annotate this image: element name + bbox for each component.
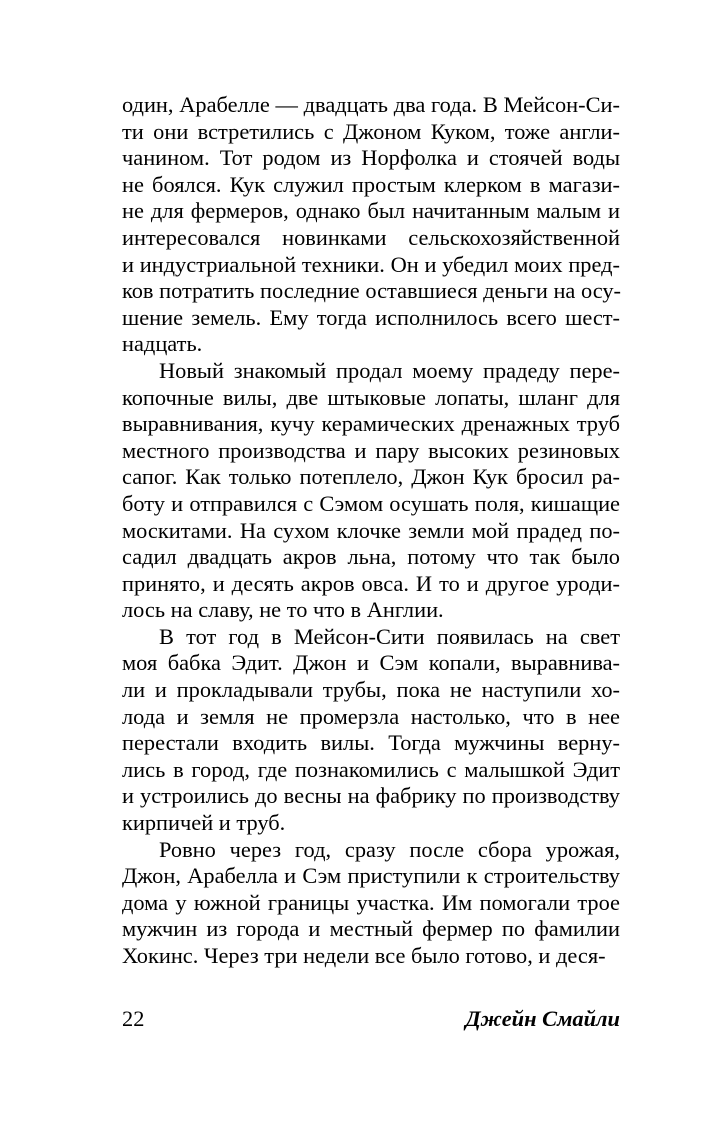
text-line: и устроились до весны на фабрику по производству xyxy=(122,783,620,809)
text-line: и индустриальной техники. Он и убедил моих пред- xyxy=(122,251,620,277)
text-line: моя бабка Эдит. Джон и Сэм копали, выравнива- xyxy=(122,650,620,676)
page-number: 22 xyxy=(122,1006,145,1031)
text-line: не боялся. Кук служил простым клерком в магази- xyxy=(122,171,620,197)
text-line: Хокинс. Через три недели все было готово, и деся- xyxy=(122,943,606,968)
text-line: садил двадцать акров льна, потому что так было xyxy=(122,544,620,570)
text-line: лись в город, где познакомились с малышкой Эдит xyxy=(122,756,620,782)
paragraph xyxy=(122,837,620,970)
text-line: дома у южной границы участка. Им помогали трое xyxy=(122,889,620,915)
text-line: Новый знакомый продал моему прадеду пере- xyxy=(159,357,620,383)
text-line: сапог. Как только потеплело, Джон Кук бросил ра- xyxy=(122,464,620,490)
text-line: Ровно через год, сразу после сбора урожая, xyxy=(159,836,620,862)
text-line: перестали входить вилы. Тогда мужчины верну- xyxy=(122,730,620,756)
text-line: принято, и десять акров овса. И то и другое уроди- xyxy=(122,570,620,596)
text-line: ли и прокладывали трубы, пока не наступили хо- xyxy=(122,677,620,703)
text-line: боту и отправился с Сэмом осушать поля, кишащие xyxy=(122,490,620,516)
page-footer xyxy=(122,1006,620,1036)
text-line: лода и земля не промерзла настолько, что в нее xyxy=(122,703,620,729)
paragraph xyxy=(122,624,620,837)
text-line: местного производства и пару высоких резиновых xyxy=(122,437,620,463)
text-line: чанином. Тот родом из Норфолка и стоячей воды xyxy=(122,145,620,171)
text-line: лось на славу, не то что в Англии. xyxy=(122,597,444,623)
body-text xyxy=(122,92,620,970)
text-line: Джон, Арабелла и Сэм приступили к строительству xyxy=(122,863,620,889)
paragraph xyxy=(122,92,620,358)
text-line: копочные вилы, две штыковые лопаты, шланг для xyxy=(122,384,620,410)
text-line: выравнивания, кучу керамических дренажных труб xyxy=(122,411,620,437)
text-line: не для фермеров, однако был начитанным малым и xyxy=(122,198,620,224)
text-line: ти они встретились с Джоном Куком, тоже англи- xyxy=(122,118,620,144)
text-line: шение земель. Ему тогда исполнилось всего шест- xyxy=(122,304,620,330)
text-line: мужчин из города и местный фермер по фамилии xyxy=(122,916,620,942)
text-line: надцать. xyxy=(122,331,203,357)
text-line: ков потратить последние оставшиеся деньги на осу- xyxy=(122,278,622,304)
text-line: москитами. На сухом клочке земли мой прадед по- xyxy=(122,517,620,543)
text-line: кирпичей и труб. xyxy=(122,810,286,836)
text-line: В тот год в Мейсон-Сити появилась на свет xyxy=(159,623,620,649)
text-line: интересовался новинками сельскохозяйственной xyxy=(122,224,620,250)
running-head-author: Джейн Смайли xyxy=(465,1006,620,1031)
paragraph xyxy=(122,358,620,624)
text-line: один, Арабелле — двадцать два года. В Мейсон-Си- xyxy=(122,92,620,117)
